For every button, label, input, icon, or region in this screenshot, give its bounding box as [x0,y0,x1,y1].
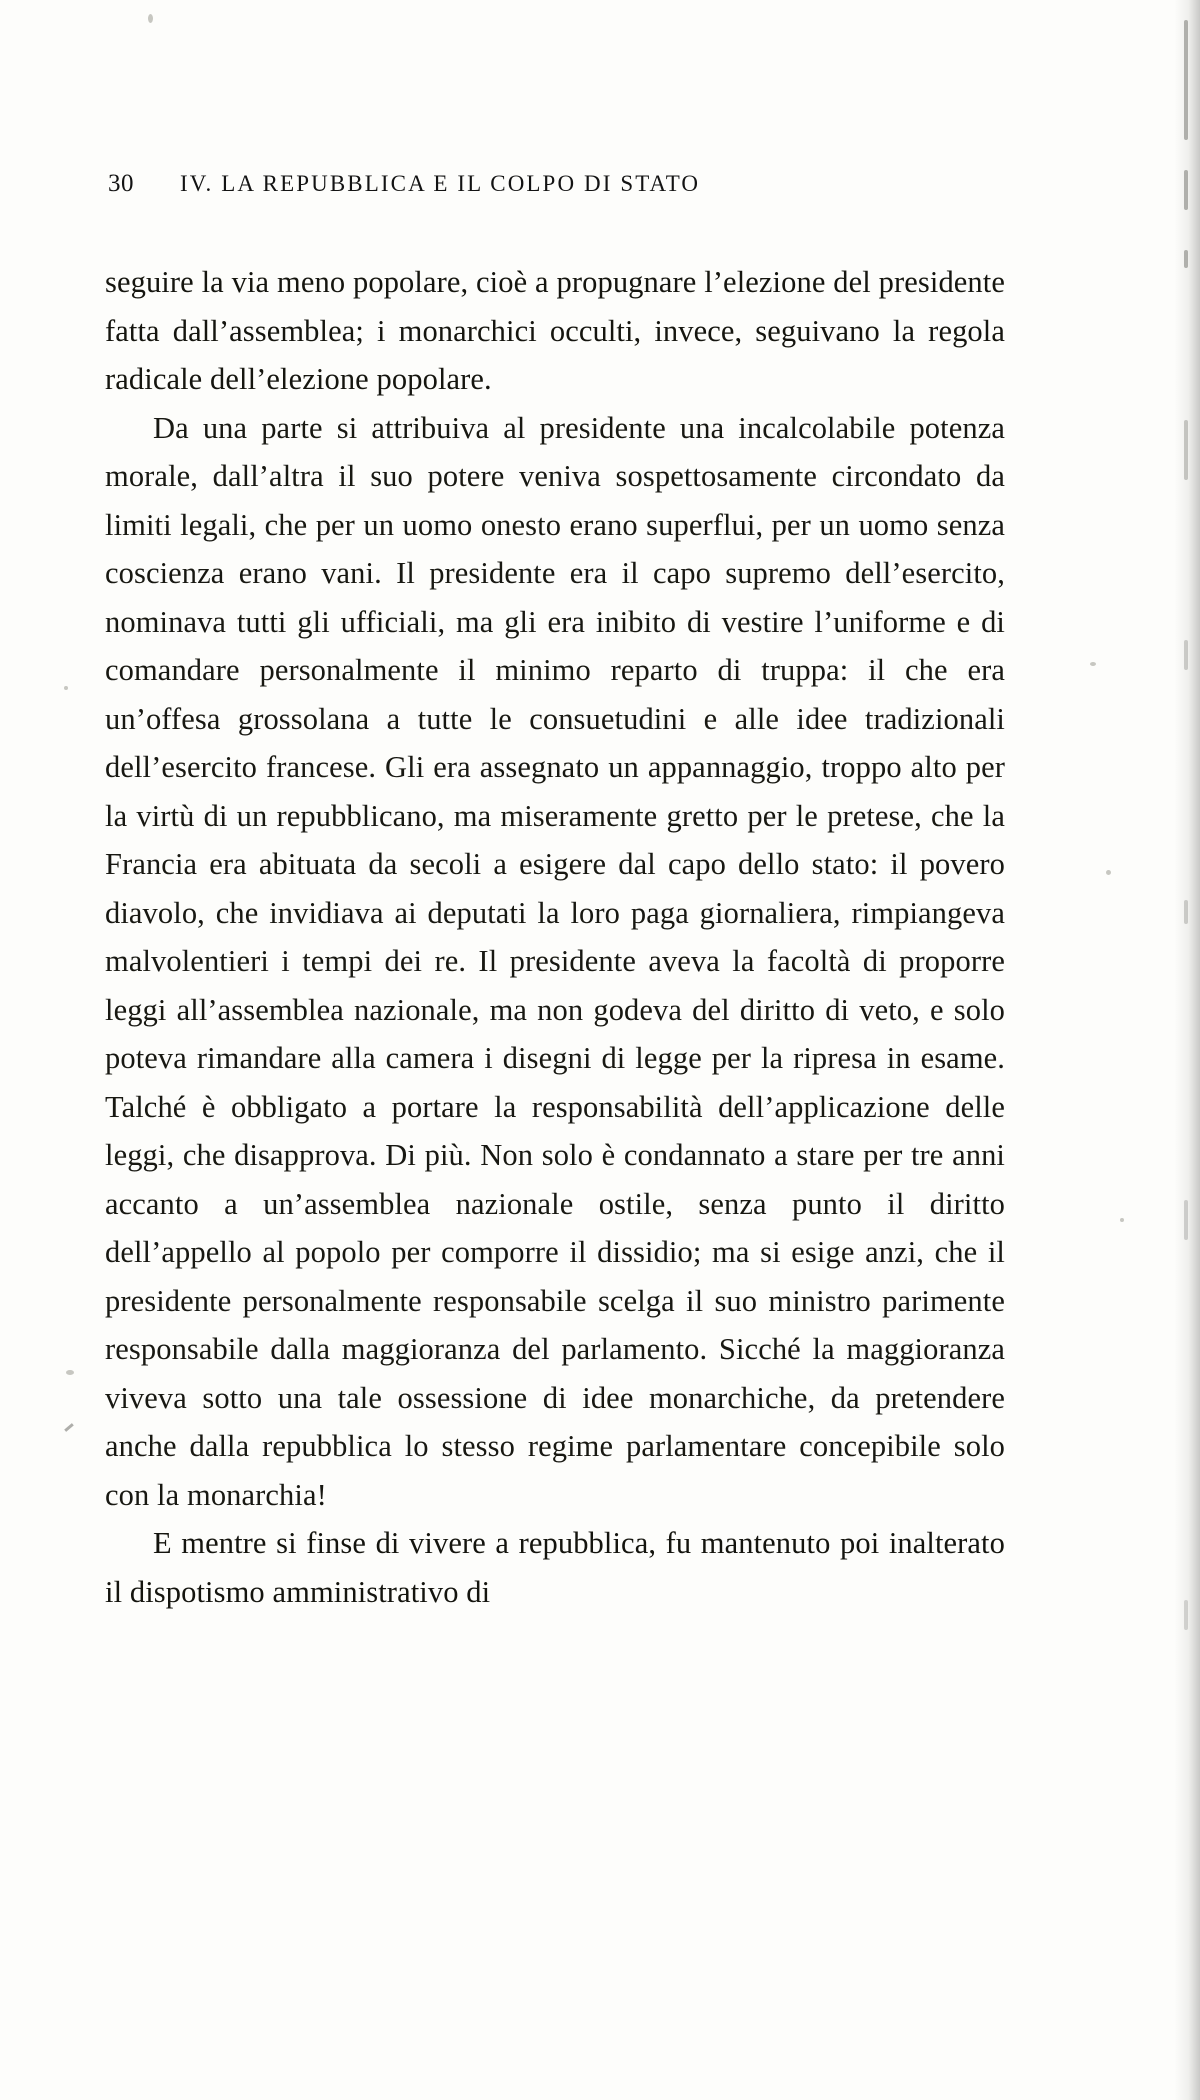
scan-speck [1106,870,1111,875]
chapter-running-title: IV. LA REPUBBLICA E IL COLPO DI STATO [180,171,701,196]
page-number: 30 [108,170,134,197]
scan-speck [64,686,68,690]
paragraph: E mentre si finse di vivere a repubblica, fu mantenuto poi inalterato il dispotismo amministrativo di [105,1526,1005,1609]
page-edge-shadow [1174,0,1200,2100]
running-head [108,170,1068,198]
page-body [105,258,1005,1616]
paragraph: Da una parte si attribuiva al presidente una incalcolabile potenza morale, dall’altra il suo potere veniva sospettosamente circondato da limiti legali, che per un uomo onesto erano superflui, per un uomo senza coscienza erano vani. Il presidente era il capo supremo dell’esercito, nominava tutti gli ufficiali, ma gli era inibito di vestire l’uniforme e di comandare personalmente il minimo reparto di truppa: il che era un’offesa grossolana a tutte le consuetudini e alle idee tradizionali dell’esercito francese. Gli era assegnato un appannaggio, troppo alto per la virtù di un repubblicano, ma miseramente gretto per le pretese, che la Francia era abituata da secoli a esigere dal capo dello stato: il povero diavolo, che invidiava ai deputati la loro paga giornaliera, rimpiangeva malvolentieri i tempi dei re. Il presidente aveva la facoltà di proporre leggi all’assemblea nazionale, ma non godeva del diritto di veto, e solo poteva rimandare alla camera i disegni di legge per la ripresa in esame. Talché è obbligato a portare la responsabilità dell’applicazione delle leggi, che disapprova. Di più. Non solo è condannato a stare per tre anni accanto a un’assemblea nazionale ostile, senza punto il diritto dell’appello al popolo per comporre il dissidio; ma si esige anzi, che il presidente personalmente responsabile scelga il suo ministro parimente responsabile dalla maggioranza del parlamento. Sicché la maggioranza viveva sotto una tale ossessione di idee monarchiche, da pretendere anche dalla repubblica lo stesso regime parlamentare concepibile solo con la monarchia! [105,410,1005,1512]
paragraph: seguire la via meno popolare, cioè a propugnare l’elezione del presidente fatta dall’assemblea; i monarchici occulti, invece, seguivano la regola radicale dell’elezione popolare. [105,265,1005,396]
scan-speck [1090,662,1096,666]
scan-speck [1120,1218,1124,1222]
scan-speck [66,1370,74,1375]
scan-speck [148,14,153,23]
margin-pencil-mark [64,1423,74,1432]
